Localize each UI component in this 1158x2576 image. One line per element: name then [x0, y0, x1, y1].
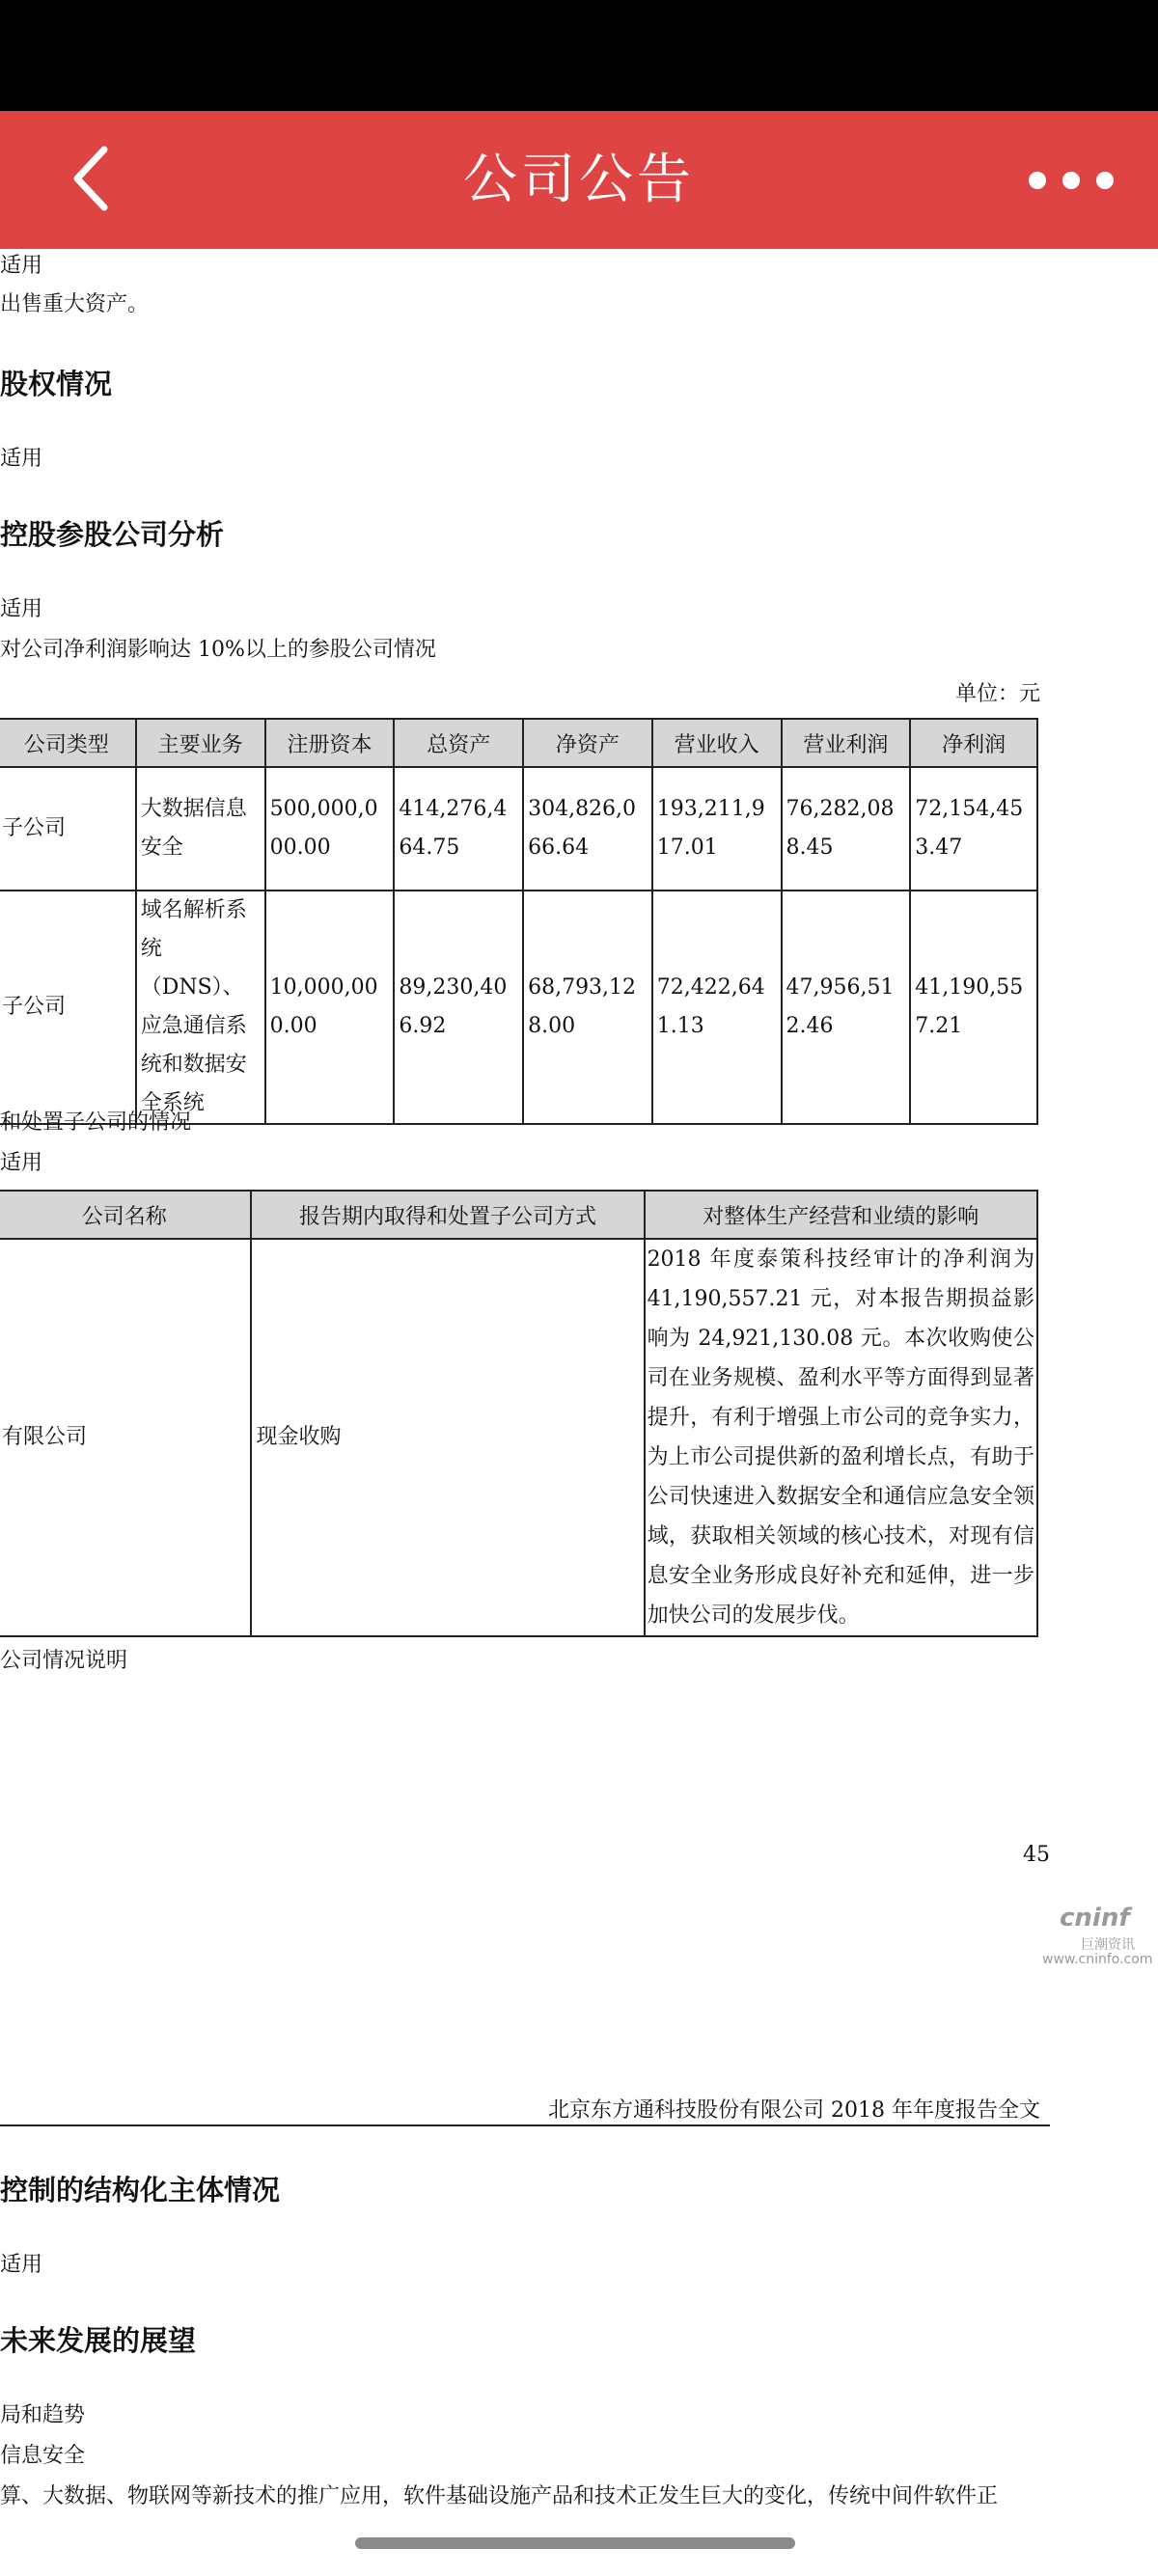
more-dot-icon	[1062, 172, 1080, 189]
status-bar	[0, 0, 1158, 111]
table-row	[0, 767, 1037, 891]
section-heading: 股权情况	[0, 368, 113, 400]
table-cell: 193,211,917.01	[652, 767, 782, 891]
page-title: 公司公告	[463, 149, 695, 211]
column-header: 注册资本	[265, 719, 395, 767]
more-dot-icon	[1029, 172, 1046, 189]
column-header: 营业收入	[652, 719, 782, 767]
column-header: 净资产	[523, 719, 652, 767]
table-cell: 41,190,557.21	[910, 891, 1037, 1124]
table-cell: 68,793,128.00	[523, 891, 652, 1124]
table-cell: 72,422,641.13	[652, 891, 782, 1124]
table-cell: 47,956,512.46	[782, 891, 911, 1124]
table-cell: 10,000,000.00	[265, 891, 395, 1124]
table-cell: 子公司	[0, 891, 136, 1124]
header-divider	[0, 2124, 1050, 2126]
table-cell: 2018 年度泰策科技经审计的净利润为41,190,557.21 元，对本报告期损益影响为 24,921,130.08 元。本次收购使公司在业务规模、盈利水平等方面得到显著提升，有利于增强上市公司的竞争实力，为上市公司提供新的盈利增长点，有助于公司快速进入数据安全和通信应急安全领域，获取相关领域的核心技术，对现有信息安全业务形成良好补充和延伸，进一步加快公司的发展步伐。	[645, 1239, 1037, 1636]
acquisition-table	[0, 1190, 1038, 1637]
table-cell: 现金收购	[251, 1239, 644, 1636]
table-cell: 域名解析系统（DNS）、应急通信系统和数据安全系统	[136, 891, 265, 1124]
doc-text: 对公司净利润影响达 10%以上的参股公司情况	[0, 638, 436, 662]
column-header: 公司名称	[0, 1191, 251, 1239]
section-heading: 未来发展的展望	[0, 2324, 197, 2357]
column-header: 报告期内取得和处置子公司方式	[251, 1191, 644, 1239]
table-cell: 大数据信息安全	[136, 767, 265, 891]
doc-text: 适用	[0, 2253, 43, 2277]
table-header-row	[0, 719, 1037, 767]
doc-text: 适用	[0, 447, 43, 471]
doc-text: 算、大数据、物联网等新技术的推广应用，软件基础设施产品和技术正发生巨大的变化，传统中间件软件正	[0, 2484, 999, 2508]
document-viewer[interactable]	[0, 249, 1158, 2576]
table-cell: 414,276,464.75	[394, 767, 523, 891]
subsidiary-table	[0, 718, 1038, 1125]
doc-text: 和处置子公司的情况	[0, 1110, 192, 1135]
app-header	[0, 111, 1158, 249]
table-cell: 76,282,088.45	[782, 767, 911, 891]
table-cell: 304,826,066.64	[523, 767, 652, 891]
logo-brand: cninf	[1060, 1904, 1130, 1932]
table-cell: 子公司	[0, 767, 136, 891]
table-row	[0, 891, 1037, 1124]
column-header: 对整体生产经营和业绩的影响	[645, 1191, 1037, 1239]
table-header-row	[0, 1191, 1037, 1239]
doc-text: 适用	[0, 1151, 43, 1175]
doc-text: 信息安全	[0, 2444, 86, 2468]
cninfo-logo	[1042, 1904, 1158, 1990]
home-indicator[interactable]	[355, 2537, 795, 2549]
section-heading: 控股参股公司分析	[0, 518, 225, 551]
column-header: 主要业务	[136, 719, 265, 767]
doc-text: 适用	[0, 254, 43, 278]
more-dot-icon	[1096, 172, 1114, 189]
column-header: 净利润	[910, 719, 1037, 767]
table-cell: 有限公司	[0, 1239, 251, 1636]
doc-text: 出售重大资产。	[0, 292, 150, 316]
logo-url: www.cninfo.com	[1042, 1952, 1153, 1967]
page-number: 45	[1023, 1843, 1050, 1867]
doc-text: 局和趋势	[0, 2403, 86, 2427]
column-header: 公司类型	[0, 719, 136, 767]
unit-label: 单位：元	[955, 682, 1041, 706]
column-header: 总资产	[394, 719, 523, 767]
column-header: 营业利润	[782, 719, 911, 767]
logo-sub: 巨潮资讯	[1081, 1937, 1135, 1953]
report-header: 北京东方通科技股份有限公司 2018 年年度报告全文	[548, 2098, 1040, 2123]
section-heading: 控制的结构化主体情况	[0, 2174, 281, 2206]
table-cell: 72,154,453.47	[910, 767, 1037, 891]
doc-text: 公司情况说明	[0, 1649, 128, 1673]
table-cell: 500,000,000.00	[265, 767, 395, 891]
table-cell: 89,230,406.92	[394, 891, 523, 1124]
doc-text: 适用	[0, 597, 43, 621]
more-button[interactable]	[1023, 154, 1119, 203]
table-row	[0, 1239, 1037, 1636]
